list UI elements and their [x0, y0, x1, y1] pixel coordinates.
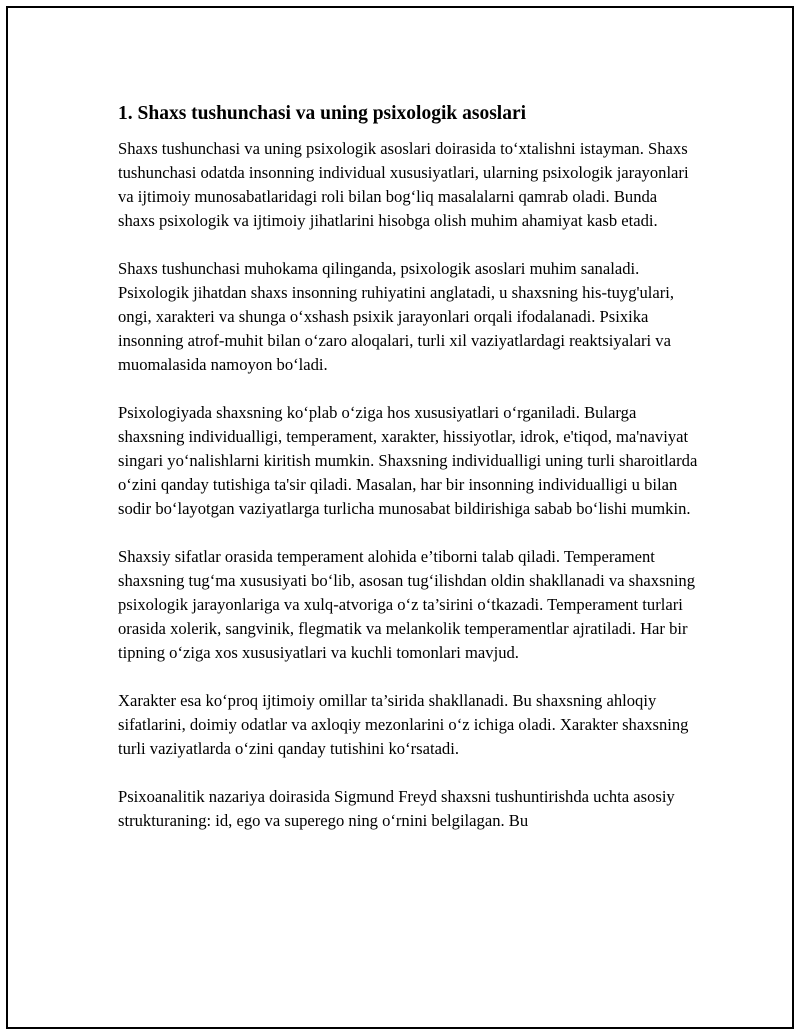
paragraph-3: Psixologiyada shaxsning ko‘plab o‘ziga hos xususiyatlari o‘rganiladi. Bularga shaxsning individualligi, temperament, xarakter, hissiyotlar, idrok, e'tiqod, ma'naviyat singari yo‘nalishlarni kiritish mumkin. Shaxsning individualligi uning turli sharoitlarda o‘zini qanday tutishiga ta'sir qiladi. Masalan, har bir insonning individualligi u bilan sodir bo‘layotgan vaziyatlarga turlicha munosabat bildirishiga sabab bo‘lishi mumkin. [118, 403, 698, 518]
paragraph-4: Shaxsiy sifatlar orasida temperament alohida e’tiborni talab qiladi. Temperament shaxsning tug‘ma xususiyati bo‘lib, asosan tug‘ilishdan oldin shakllanadi va shaxsning psixologik jarayonlariga va xulq-atvoriga o‘z ta’sirini o‘tkazadi. Temperament turlari orasida xolerik, sangvinik, flegmatik va melankolik temperamentlar ajratiladi. Har bir tipning o‘ziga xos xususiyatlari va kuchli tomonlari mavjud. [118, 547, 696, 662]
paragraph-2: Shaxs tushunchasi muhokama qilinganda, psixologik asoslari muhim sanaladi. Psixologik jihatdan shaxs insonning ruhiyatini anglatadi, u shaxsning his-tuyg'ulari, ongi, xarakteri va shunga o‘xshash psixik jarayonlari orqali ifodalanadi. Psixika insonning atrof-muhit bilan o‘zaro aloqalari, turli xil vaziyatlardagi reaktsiyalari va muomalasida namoyon bo‘ladi. [118, 259, 675, 374]
section-heading: 1. Shaxs tushunchasi va uning psixologik asoslari [118, 103, 527, 124]
paragraph-6: Psixoanalitik nazariya doirasida Sigmund Freyd shaxsni tushuntirishda uchta asosiy strukturaning: id, ego va superego ning o‘rnini belgilagan. Bu [118, 787, 675, 830]
paragraph-1: Shaxs tushunchasi va uning psixologik asoslari doirasida to‘xtalishni istayman. Shaxs tushunchasi odatda insonning individual xususiyatlari, ularning psixologik jarayonlari va ijtimoiy munosabatlaridagi roli bilan bog‘liq masalalarni qamrab oladi. Bunda shaxs psixologik va ijtimoiy jihatlarini hisobga olish muhim ahamiyat kasb etadi. [118, 139, 689, 230]
paragraph-5: Xarakter esa ko‘proq ijtimoiy omillar ta’sirida shakllanadi. Bu shaxsning ahloqiy sifatlarini, doimiy odatlar va axloqiy mezonlarini o‘z ichiga oladi. Xarakter shaxsning turli vaziyatlarda o‘zini qanday tutishini ko‘rsatadi. [118, 691, 689, 758]
document-body [118, 101, 698, 857]
page-frame [6, 6, 794, 1029]
